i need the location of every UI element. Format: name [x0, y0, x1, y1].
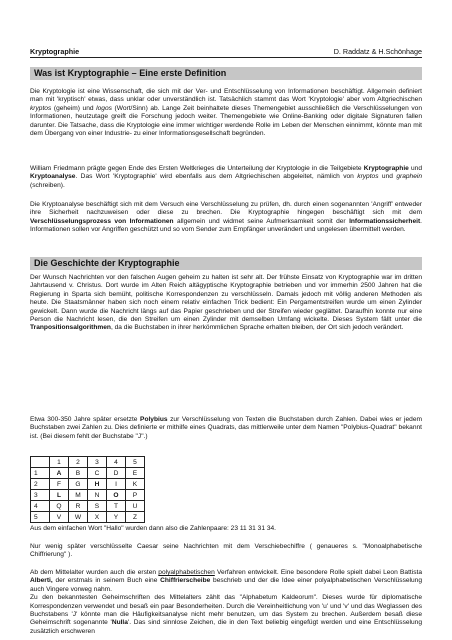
- table-cell: 2: [69, 457, 88, 468]
- polybius-square-table: [30, 456, 145, 523]
- table-row: [31, 468, 145, 479]
- table-cell: B: [69, 468, 88, 479]
- table-cell: R: [69, 501, 88, 512]
- table-cell: M: [69, 490, 88, 501]
- paragraph-middle-ages: Ab dem Mittelalter wurden auch die ersten polyalphabetischen Verfahren entwickelt. Eine besondere Rolle spielt dabei Leon Battista Alberti, der erstmals in seinem Buch eine Chiffrierscheibe beschrieb und der die Idee einer polyalphabetischen Verschlüsselung auch Vingere vorweg nahm. Zu den bekanntesten Geheimschriften des Mittelalters zählt das "Alphabetum Kaldeorum". Dieses wurde für diplomatische Korrespondenzen verwendet und besaß ein paar Besonderheiten. Durch die Vereinheitlichung von 'u' und 'v' und das Weglassen des Buchstabens 'J' könnte man die Häufigkeitsanalyse nicht mehr benutzen, um das System zu brechen. Außerdem besaß diese Geheimschrift sogenannte 'Nulla'. Das sind sinnlose Zeichen, die in den Text beliebig eingefügt werden und eine Entschlüsselung zusätzlich erschweren: [30, 569, 423, 635]
- table-cell: N: [88, 490, 107, 501]
- table-cell: L: [50, 490, 69, 501]
- paragraph-kryptoanalyse: Die Kryptoanalyse beschäftigt sich mit dem Versuch eine Verschlüsselung zu prüfen, dh. durch einen sogenannten 'Angriff' entweder ihre Sicherheit nachzuweisen oder diese zu brechen. Die Kryptographie hingegen beschäftigt sich mit dem Verschlüsselungsprozess von Informationen allgemein und widmet seine Aufmerksamkeit somit der Informationssicherheit. Informationen sollen vor Angriffen geschützt und so vom Sender zum Empfänger unverändert und ungelesen übermittelt werden.: [30, 201, 422, 234]
- term-kryptoanalyse: Kryptoanalyse: [30, 173, 76, 181]
- table-cell: V: [50, 512, 69, 523]
- paragraph-definition: Die Kryptologie ist eine Wissenschaft, die sich mit der Ver- und Entschlüsselung von Informationen beschäftigt. Allgemein definiert man mit 'kryptisch' etwas, dass unklar oder unverständlich ist. Tatsächlich stammt das Wort 'Kryptologie' aber vom Altgriechischen kryptos (geheim) und logos (Wort/Sinn) ab. Lange Zeit beinhaltete dieses Themengebiet ausschließlich die Verschlüsselungen von Informationen, heutzutage greift die Forschung jedoch weiter. Themengebiete wie Online-Banking oder digitale Signaturen fallen darunter. Die Tatsache, dass die Kryptologie eine immer wichtiger werdende Rolle im Leben der Menschen einnimmt, könnte man mit dem Übergang von einer Industrie- zu einer Informationsgesellschaft begründen.: [30, 88, 423, 138]
- table-cell: U: [126, 501, 145, 512]
- table-cell: K: [126, 479, 145, 490]
- table-cell: F: [50, 479, 69, 490]
- paragraph-hallo-example: Aus dem einfachen Wort "Hallo" wurden dann also die Zahlenpaare: 23 11 31 31 34.: [30, 525, 276, 532]
- table-cell: 3: [88, 457, 107, 468]
- table-cell: A: [50, 468, 69, 479]
- table-cell: Y: [107, 512, 126, 523]
- header-authors: D. Raddatz & H.Schönhage: [333, 47, 422, 56]
- table-cell: 2: [31, 479, 50, 490]
- table-row: [31, 479, 145, 490]
- paragraph-polybius: Etwa 300-350 Jahre später ersetzte Polybius zur Verschlüsselung von Texten die Buchstaben durch Zahlen. Dabei wies er jedem Buchstaben zwei Zahlen zu. Dies definierte er mithilfe eines Quadrats, das mittlerweile unter dem Namen "Polybius-Quadrat" bekannt ist. (Bei diesem fehlt der Buchstabe "J".): [30, 416, 422, 440]
- table-cell: X: [88, 512, 107, 523]
- table-cell: 4: [31, 501, 50, 512]
- term-logos: logos: [96, 104, 112, 112]
- table-cell: T: [107, 501, 126, 512]
- section-heading-history: Die Geschichte der Kryptographie: [30, 257, 422, 270]
- table-header-row: [31, 457, 145, 468]
- table-cell: 1: [50, 457, 69, 468]
- table-cell: 1: [31, 468, 50, 479]
- table-cell: 5: [126, 457, 145, 468]
- term-kryptos: kryptos: [30, 104, 52, 112]
- paragraph-friedmann: William Friedmann prägte gegen Ende des Ersten Weltkrieges die Unterteilung der Kryptologie in die Teilgebiete Kryptographie und Kryptoanalyse. Das Wort 'Kryptographie' wird ebenfalls aus dem Altgriechischen abgeleitet, nämlich von kryptos und graphein (schreiben).: [30, 165, 423, 189]
- table-row: [31, 490, 145, 501]
- term-polybius: Polybius: [140, 416, 168, 423]
- table-cell: S: [88, 501, 107, 512]
- table-cell: O: [107, 490, 126, 501]
- term-kryptographie: Kryptographie: [363, 165, 409, 172]
- table-cell: I: [107, 479, 126, 490]
- table-cell: D: [107, 468, 126, 479]
- paragraph-history: Der Wunsch Nachrichten vor den falschen Augen geheim zu halten ist sehr alt. Der frühste Einsatz von Kryptographie war im dritten Jahrtausend v. Christus. Dort wurde im Alten Reich altägyptische Kryptographie betrieben und vor immerhin 2500 Jahren hat die Regierung in Sparta sich bemüht, politische Korrespondenzen zu verschlüsseln. Damals jedoch mit völlig anderen Methoden als heute. Die Staatsmänner haben sich noch einem relativ einfachen Trick bedient: Ein Pergamentstreifen wurde um einen Zylinder gewickelt. Dann wurde die Nachricht längs auf das Papier geschrieben und der Streifen wieder geglättet. Daraufhin konnte nur eine Person die Nachricht lesen, die den Streifen um einen Zylinder mit demselben Umfang wickelte. Dieses System fällt unter die Tranpositionsalgorithmen, da die Buchstaben in ihrer herkömmlichen Sprache erhalten bleiben, der Ort sich jedoch verändert.: [30, 274, 422, 332]
- table-cell: [31, 457, 50, 468]
- table-cell: E: [126, 468, 145, 479]
- table-row: [31, 501, 145, 512]
- table-cell: Q: [50, 501, 69, 512]
- table-cell: 3: [31, 490, 50, 501]
- table-cell: P: [126, 490, 145, 501]
- table-cell: W: [69, 512, 88, 523]
- term-polyalphabetic: polyalphabetischen: [158, 569, 215, 576]
- paragraph-caesar: Nur wenig später verschlüsselte Caesar seine Nachrichten mit dem Verschiebechiffre ( genaueres s. "Monoalphabetische Chiffrierung" ).: [30, 543, 422, 559]
- page-header: [30, 44, 422, 58]
- section-heading-definition: Was ist Kryptographie – Eine erste Definition: [30, 67, 422, 80]
- header-title: Kryptographie: [30, 47, 80, 56]
- table-cell: H: [88, 479, 107, 490]
- table-cell: 4: [107, 457, 126, 468]
- table-cell: G: [69, 479, 88, 490]
- table-row: [31, 512, 145, 523]
- table-cell: C: [88, 468, 107, 479]
- table-cell: 5: [31, 512, 50, 523]
- table-cell: Z: [126, 512, 145, 523]
